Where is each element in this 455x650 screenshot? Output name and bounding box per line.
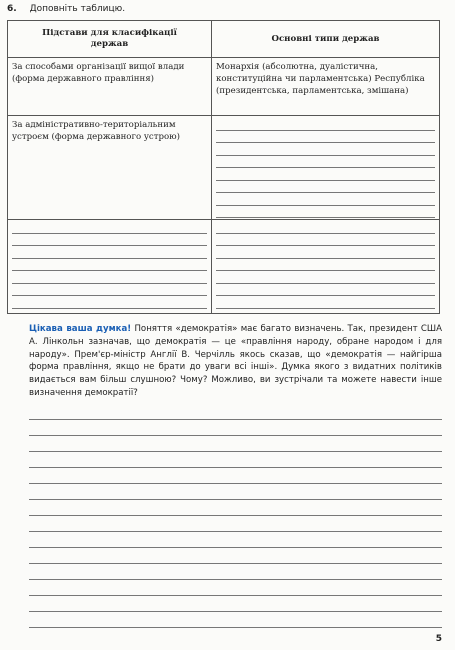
header-basis: Підстави для класифікації держав (8, 21, 212, 58)
task-7-text: Поняття «демократія» має багато визначень. Так, президент США А. Лінкольн зазначав, що демократія — це «правління народу, обране народом і для народу». Прем'єр-міністр Англії В. Черчілль якось сказав, що «демократія — найгірша форма правління, якщо не брати до уваги всі інші». Думка якого з видатних політиків видається вам більш слушною? Чому? Можливо, ви зустрічали та можете навести інше визначення демократії? (29, 324, 442, 398)
row3-types-answer-lines[interactable] (212, 220, 440, 314)
table-row (8, 220, 440, 314)
table-header-row (8, 21, 440, 58)
table-row (8, 58, 440, 116)
classification-table (7, 20, 440, 314)
task-6-number: 6. (7, 4, 17, 14)
task-7-lead: Цікава ваша думка! (29, 324, 132, 334)
page-number: 5 (435, 634, 442, 644)
table-row (8, 116, 440, 220)
task-6-heading (7, 4, 125, 14)
task-7-answer-lines[interactable] (29, 404, 442, 628)
row3-basis-answer-lines[interactable] (8, 220, 212, 314)
row1-types: Монархія (абсолютна, дуалістична, конституційна чи парламентська) Республіка (президентська, парламентська, змішана) (212, 58, 440, 116)
row2-types-answer-lines[interactable] (212, 116, 440, 220)
row2-basis: За адміністративно-територіальним устроєм (форма державного устрою) (8, 116, 212, 220)
task-7-number (7, 323, 29, 336)
task-6-instruction: Доповніть таблицю. (29, 4, 126, 14)
task-7 (7, 323, 442, 400)
header-types: Основні типи держав (212, 21, 440, 58)
row1-basis: За способами організації вищої влади (форма державного правління) (8, 58, 212, 116)
